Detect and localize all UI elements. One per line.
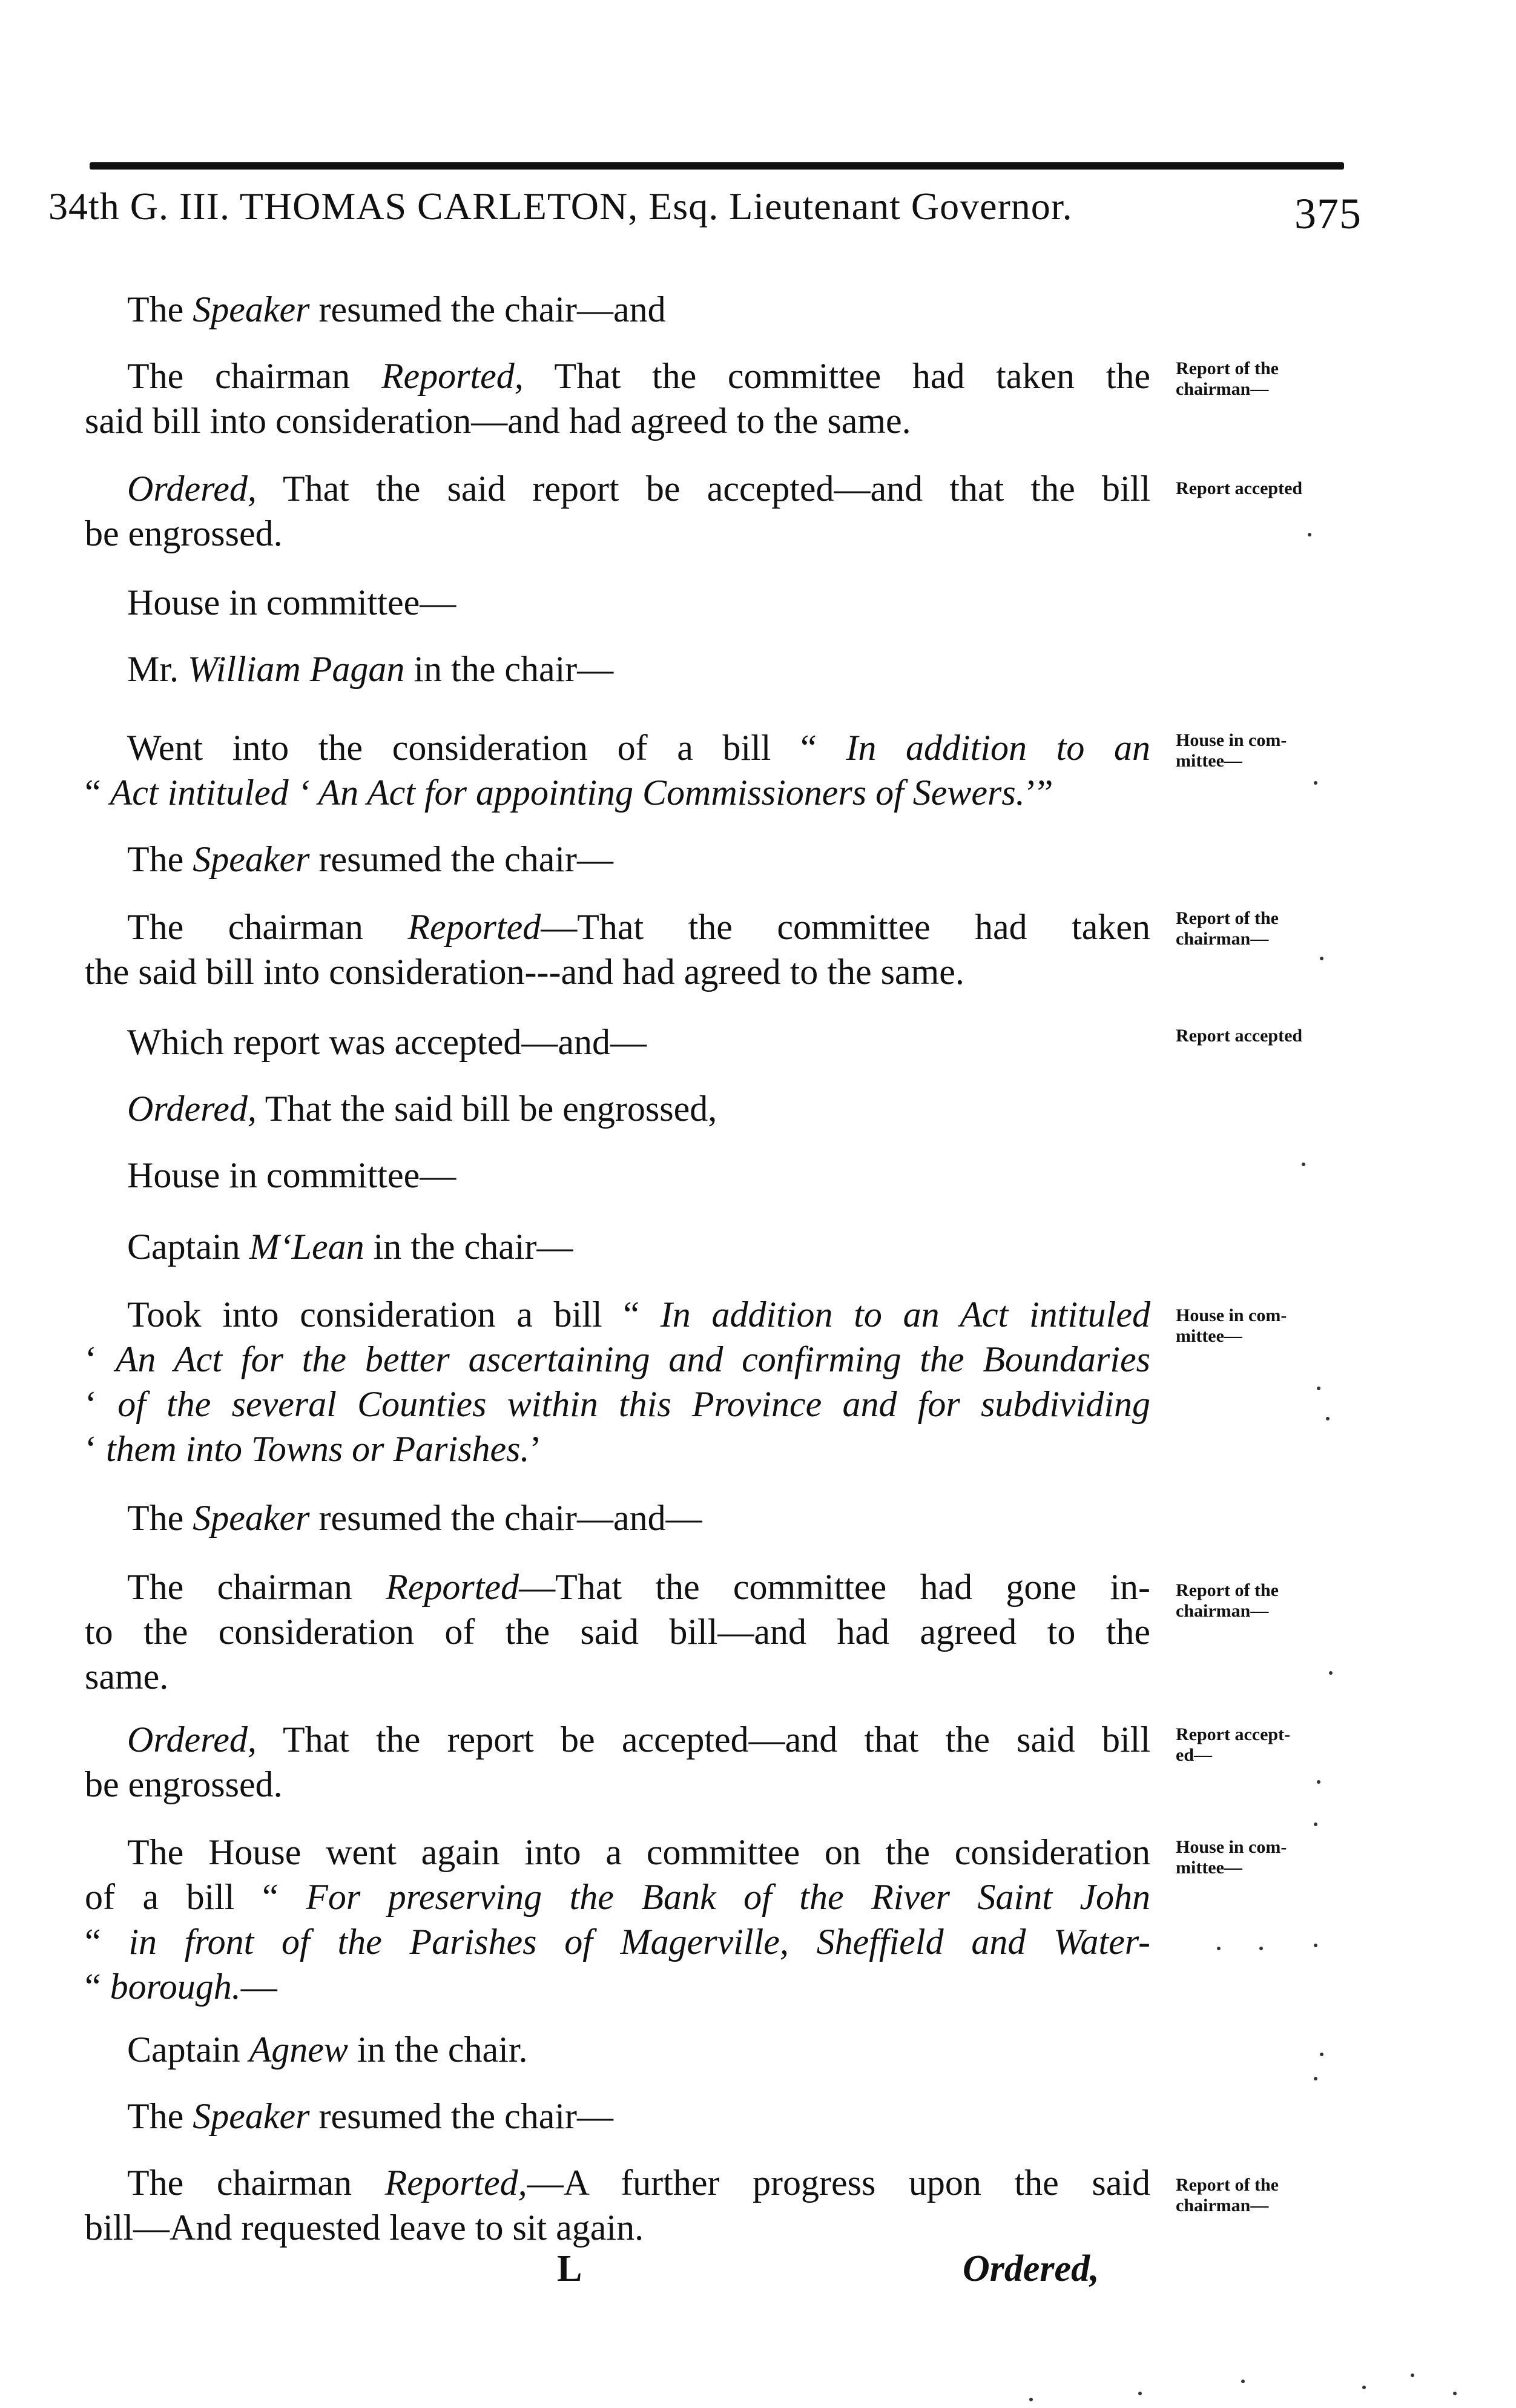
- text-run: —A further progress upon the said: [527, 2163, 1150, 2203]
- paragraph: [127, 2027, 1150, 2072]
- margin-note-line: ed—: [1176, 1745, 1212, 1765]
- text-line: [85, 1919, 1150, 1964]
- text-line: [127, 647, 1150, 691]
- speck: [1029, 2398, 1033, 2401]
- text-run: M‘Lean: [249, 1227, 364, 1267]
- text-line: [127, 1020, 1150, 1064]
- margin-note-line: House in com-: [1176, 730, 1287, 750]
- text-run: That the said bill be engrossed,: [256, 1089, 717, 1129]
- text-run: Ordered,: [127, 469, 257, 509]
- text-line: [127, 1496, 1150, 1540]
- text-run: —That the committee had taken: [541, 907, 1150, 947]
- margin-note-line: Report accepted: [1176, 478, 1303, 498]
- margin-note: [1176, 1837, 1287, 1878]
- text-line: [85, 2205, 1150, 2250]
- paragraph: [127, 1153, 1150, 1198]
- text-run: For preserving the Bank of the River Saint John: [306, 1877, 1150, 1917]
- paragraph: [127, 580, 1150, 625]
- margin-note-line: mittee—: [1176, 1858, 1242, 1878]
- text-line: [85, 466, 1150, 511]
- speck: [1217, 1947, 1221, 1950]
- text-run: In addition to an Act intituled: [660, 1295, 1150, 1334]
- text-run: in the chair.: [348, 2030, 528, 2070]
- text-line: [85, 511, 1150, 556]
- text-run: to the consideration of the said bill—and had agreed to the: [85, 1612, 1150, 1652]
- paragraph: [85, 905, 1150, 994]
- text-run: That the said report be accepted—and that the bill: [256, 469, 1150, 509]
- text-run: Reported,: [384, 2163, 527, 2203]
- speck: [1308, 533, 1311, 536]
- paragraph: [127, 1086, 1150, 1131]
- text-run: The: [127, 1498, 193, 1538]
- text-run: “: [85, 1922, 129, 1962]
- text-line: [127, 1224, 1150, 1269]
- text-run: in the chair—: [404, 649, 614, 689]
- text-line: [85, 770, 1150, 815]
- speck: [1320, 957, 1323, 960]
- page-header: [48, 172, 1362, 239]
- margin-note-line: Report accepted: [1176, 1026, 1303, 1046]
- text-run: them into Towns or Parishes.: [105, 1429, 530, 1469]
- text-run: be engrossed.: [85, 1764, 283, 1804]
- margin-note-line: chairman—: [1176, 1601, 1269, 1621]
- margin-note-line: House in com-: [1176, 1305, 1287, 1325]
- text-run: Agnew: [249, 2030, 348, 2070]
- speck: [1326, 1417, 1330, 1420]
- text-run: resumed the chair—and—: [309, 1498, 702, 1538]
- speck: [1453, 2392, 1457, 2395]
- text-line: [127, 2094, 1150, 2139]
- speck: [1411, 2373, 1414, 2377]
- text-run: bill—And requested leave to sit again.: [85, 2208, 644, 2248]
- text-line: [127, 1153, 1150, 1198]
- margin-note-line: chairman—: [1176, 2195, 1269, 2215]
- text-run: borough.: [110, 1967, 241, 2007]
- speck: [1317, 1387, 1320, 1390]
- text-line: [85, 2160, 1150, 2205]
- text-run: Speaker: [193, 839, 310, 879]
- margin-note: [1176, 2175, 1279, 2216]
- text-line: [127, 837, 1150, 882]
- margin-note-line: Report of the: [1176, 1580, 1279, 1600]
- text-run: The chairman: [127, 907, 408, 947]
- text-run: the said bill into consideration---and had agreed to the same.: [85, 952, 964, 992]
- page-number: 375: [1294, 190, 1362, 238]
- margin-note-line: mittee—: [1176, 751, 1242, 771]
- text-line: [85, 1565, 1150, 1609]
- text-run: “: [85, 773, 110, 813]
- margin-note: [1176, 908, 1279, 949]
- text-line: [127, 1086, 1150, 1131]
- paragraph: [85, 1717, 1150, 1807]
- text-run: Mr.: [127, 649, 188, 689]
- text-run: —That the committee had gone in-: [519, 1567, 1151, 1607]
- paragraph: [127, 287, 1150, 332]
- text-line: [85, 1964, 1150, 2009]
- paragraph: [85, 2160, 1150, 2250]
- text-run: The chairman: [127, 356, 381, 396]
- text-run: Reported: [386, 1567, 519, 1607]
- text-line: [85, 354, 1150, 398]
- text-run: ‘: [85, 1429, 106, 1469]
- text-run: resumed the chair—: [309, 839, 614, 879]
- margin-note-line: Report of the: [1176, 908, 1279, 928]
- speck: [1314, 781, 1317, 785]
- margin-note-line: Report accept-: [1176, 1724, 1291, 1744]
- paragraph: [127, 837, 1150, 882]
- speck: [1317, 1780, 1320, 1784]
- speck: [1329, 1671, 1333, 1675]
- text-run: ‘: [85, 1339, 116, 1379]
- speck: [1320, 2053, 1323, 2056]
- margin-note: [1176, 1026, 1302, 1046]
- paragraph: [127, 1020, 1150, 1064]
- text-run: —: [240, 1967, 277, 2007]
- text-run: That the report be accepted—and that the said bill: [256, 1720, 1150, 1760]
- speck: [1362, 2386, 1366, 2389]
- text-run: Reported,: [381, 356, 524, 396]
- text-line: [85, 1654, 1150, 1699]
- text-run: resumed the chair—: [309, 2096, 614, 2136]
- paragraph: [127, 647, 1150, 691]
- text-run: The chairman: [127, 1567, 386, 1607]
- paragraph: [85, 1565, 1150, 1699]
- text-run: Ordered,: [127, 1720, 257, 1760]
- speck: [1314, 1822, 1317, 1826]
- speck: [1241, 2380, 1245, 2383]
- text-run: Took into consideration a bill “: [127, 1295, 661, 1334]
- margin-note: [1176, 730, 1287, 771]
- margin-note-line: House in com-: [1176, 1837, 1287, 1857]
- text-run: An Act for the better ascertaining and confirming the Boundaries: [115, 1339, 1150, 1379]
- margin-note: [1176, 1305, 1287, 1347]
- text-run: be engrossed.: [85, 513, 283, 553]
- signature-mark: L: [557, 2248, 582, 2289]
- text-line: [85, 1609, 1150, 1654]
- text-run: In addition to an: [846, 728, 1150, 768]
- margin-note: [1176, 478, 1302, 499]
- text-line: [85, 725, 1150, 770]
- text-run: Act intituled ‘ An Act for appointing Commissioners of Sewers.: [110, 773, 1025, 813]
- text-run: Speaker: [193, 2096, 310, 2136]
- text-run: Which report was accepted—and—: [127, 1022, 647, 1062]
- text-run: Captain: [127, 2030, 249, 2070]
- text-line: [85, 1427, 1150, 1471]
- paragraph: [85, 354, 1150, 443]
- text-run: House in committee—: [127, 582, 456, 622]
- margin-note-line: mittee—: [1176, 1326, 1242, 1346]
- margin-note-line: chairman—: [1176, 379, 1269, 399]
- text-line: [85, 1875, 1150, 1919]
- paragraph: [127, 1496, 1150, 1540]
- paragraph: [85, 725, 1150, 815]
- text-run: Speaker: [193, 1498, 310, 1538]
- text-line: [127, 580, 1150, 625]
- paragraph: [85, 1292, 1150, 1471]
- running-head: 34th G. III. THOMAS CARLETON, Esq. Lieutenant Governor.: [48, 185, 1073, 228]
- margin-note: [1176, 358, 1279, 400]
- speck: [1138, 2392, 1142, 2395]
- text-line: [85, 949, 1150, 994]
- text-run: of the several Counties within this Province and for subdividing: [117, 1384, 1150, 1424]
- text-line: [85, 1717, 1150, 1762]
- text-run: Captain: [127, 1227, 249, 1267]
- text-line: [85, 1382, 1150, 1427]
- speck: [1302, 1163, 1305, 1166]
- text-run: William Pagan: [188, 649, 405, 689]
- speck: [1314, 2077, 1317, 2080]
- text-run: The House went again into a committee on the consideration: [127, 1832, 1150, 1872]
- text-run: The: [127, 289, 193, 329]
- text-run: said bill into consideration—and had agreed to the same.: [85, 401, 911, 441]
- paragraph: [127, 1224, 1150, 1269]
- margin-note: [1176, 1580, 1279, 1621]
- header-rule: [90, 162, 1344, 170]
- text-run: ’”: [1024, 773, 1053, 813]
- text-line: [85, 905, 1150, 949]
- text-run: of a bill “: [85, 1877, 306, 1917]
- text-run: same.: [85, 1657, 169, 1697]
- text-run: That the committee had taken the: [523, 356, 1150, 396]
- text-run: Speaker: [193, 289, 310, 329]
- margin-note-line: Report of the: [1176, 2175, 1279, 2195]
- text-run: Reported: [407, 907, 541, 947]
- text-line: [127, 2027, 1150, 2072]
- text-line: [85, 1337, 1150, 1382]
- text-run: House in committee—: [127, 1155, 456, 1195]
- text-run: “: [85, 1967, 110, 2007]
- speck: [1259, 1947, 1263, 1950]
- text-line: [127, 287, 1150, 332]
- margin-note-line: chairman—: [1176, 929, 1269, 949]
- text-run: The chairman: [127, 2163, 385, 2203]
- paragraph: [85, 466, 1150, 556]
- text-run: ’: [529, 1429, 542, 1469]
- text-run: Ordered,: [127, 1089, 257, 1129]
- paragraph: [127, 2094, 1150, 2139]
- text-run: resumed the chair—and: [309, 289, 666, 329]
- text-run: The: [127, 2096, 193, 2136]
- text-line: [85, 398, 1150, 443]
- catchword: Ordered,: [963, 2248, 1099, 2289]
- text-line: [85, 1830, 1150, 1875]
- text-run: Went into the consideration of a bill “: [127, 728, 846, 768]
- text-line: [85, 1292, 1150, 1337]
- text-run: The: [127, 839, 193, 879]
- margin-note: [1176, 1724, 1290, 1766]
- paragraph: [85, 1830, 1150, 2009]
- text-line: [85, 1762, 1150, 1807]
- text-run: in the chair—: [364, 1227, 573, 1267]
- text-run: in front of the Parishes of Magerville, Sheffield and Water-: [128, 1922, 1150, 1962]
- speck: [1314, 1944, 1317, 1947]
- text-run: ‘: [85, 1384, 118, 1424]
- margin-note-line: Report of the: [1176, 358, 1279, 378]
